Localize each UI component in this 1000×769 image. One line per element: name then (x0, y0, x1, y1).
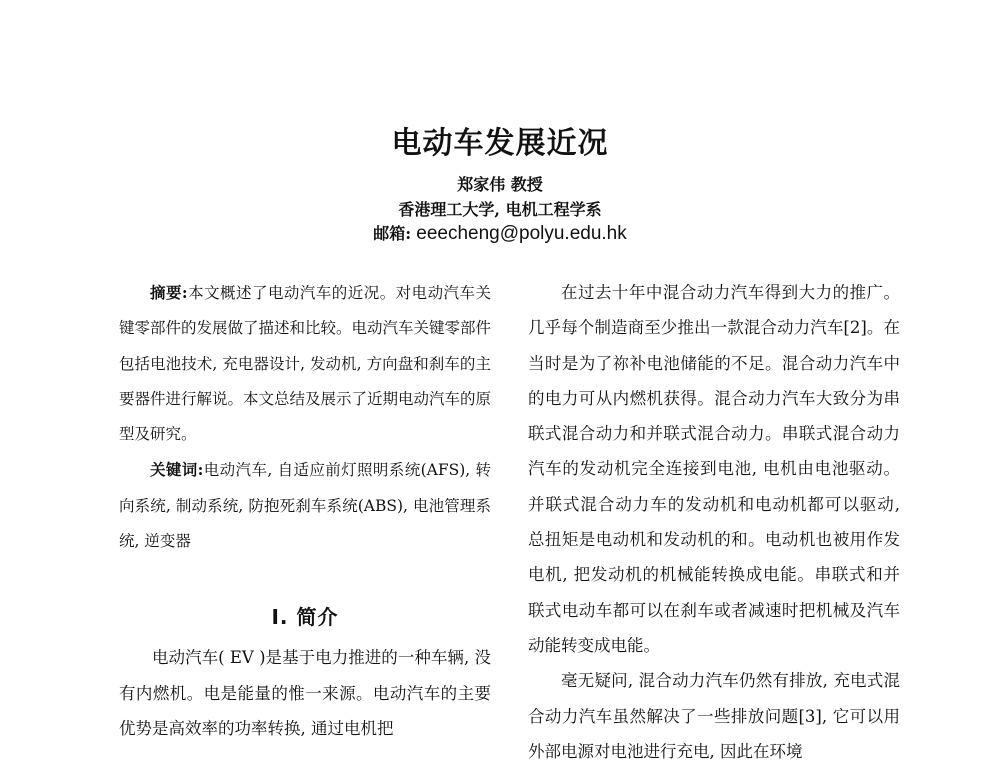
keywords-label: 关键词: (150, 460, 204, 480)
email-line (0, 221, 1000, 245)
hybrid-paragraph: 在过去十年中混合动力汽车得到大力的推广。几乎每个制造商至少推出一款混合动力汽车[2]。在当时是为了祢补电池储能的不足。混合动力汽车中的电力可从内燃机获得。混合动力汽车大致分为串联式混合动力和并联式混合动力。串联式混合动力汽车的发动机完全连接到电池, 电机由电池驱动。并联式混合动力车的发动机和电动机都可以驱动, 总扭矩是电动机和发动机的和。电动机也被用作发电机, 把发动机的机械能转换成电能。串联式和并联式电动车都可以在刹车或者减速时把机械及汽车动能转变成电能。 (528, 283, 900, 655)
keywords-text: 电动汽车, 自适应前灯照明系统(AFS), 转向系统, 制动系统, 防抱死刹车系统(ABS), 电池管理系统, 逆变器 (119, 461, 491, 551)
affiliation-line: 香港理工大学, 电机工程学系 (398, 200, 602, 219)
keywords-paragraph (119, 452, 491, 559)
email-label: 邮箱: (373, 224, 412, 243)
right-column (528, 275, 900, 769)
abstract-text: 本文概述了电动汽车的近况。对电动汽车关键零部件的发展做了描述和比较。电动汽车关键零部件包括电池技术, 充电器设计, 发动机, 方向盘和刹车的主要器件进行解说。本文总结及展示了近期电动汽车的原型及研究。 (119, 284, 492, 444)
email-address[interactable]: eeecheng@polyu.edu.hk (416, 223, 627, 244)
left-column (119, 275, 491, 746)
abstract-label: 摘要: (150, 283, 188, 302)
author-line: 郑家伟 教授 (457, 175, 543, 194)
abstract-paragraph (119, 275, 491, 452)
section-heading-introduction: I. 简介 (271, 605, 339, 630)
paper-title: 电动车发展近况 (391, 126, 609, 161)
intro-paragraph: 电动汽车( EV )是基于电力推进的一种车辆, 没有内燃机。电是能量的惟一来源。电动汽车的主要优势是高效率的功率转换, 通过电机把 (119, 648, 491, 738)
emissions-paragraph: 毫无疑问, 混合动力汽车仍然有排放, 充电式混合动力汽车虽然解决了一些排放问题[3], 它可以用外部电源对电池进行充电, 因此在环境 (528, 671, 900, 761)
